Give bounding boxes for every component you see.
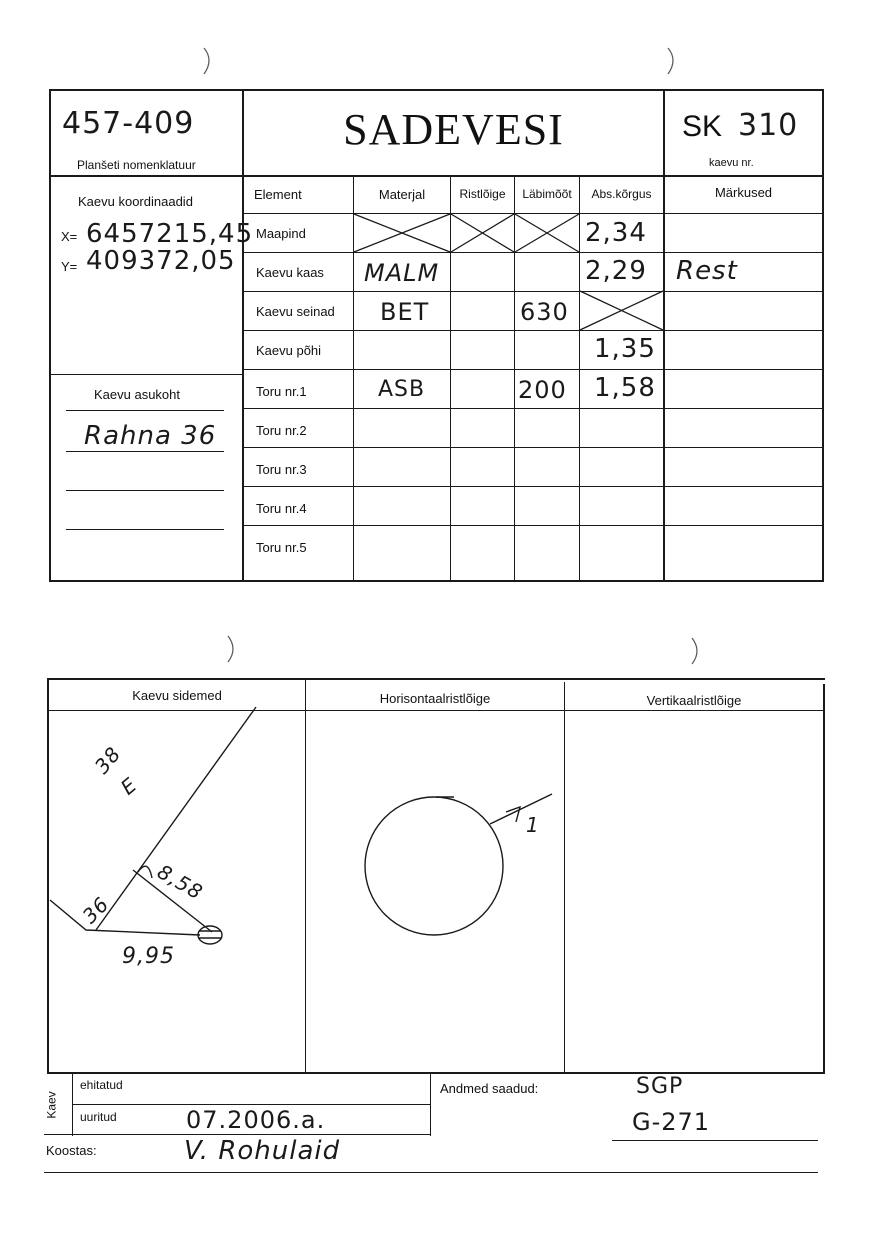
- row-markused: Rest: [676, 256, 738, 286]
- plansheet-label: Planšeti nomenklatuur: [77, 158, 196, 172]
- row-element: Kaevu seinad: [256, 304, 335, 319]
- row-element: Maapind: [256, 226, 306, 241]
- row-abs-korgus: 1,58: [594, 373, 656, 403]
- location-value: Rahna 36: [84, 421, 217, 451]
- header-ristloige: Ristlõige: [459, 187, 506, 201]
- sidemed-label: Kaevu sidemed: [132, 688, 222, 703]
- vertical-section-label: Vertikaalristlõige: [646, 693, 742, 708]
- x-label: X=: [61, 229, 78, 244]
- uuritud-value: 07.2006.a.: [186, 1106, 326, 1134]
- sketch-dist-858: 8,58: [153, 859, 208, 905]
- well-number-value: 310: [738, 108, 799, 143]
- header-abs-korgus: Abs.kõrgus: [591, 187, 652, 201]
- kaev-label: Kaev: [44, 1091, 59, 1119]
- row-element: Kaevu põhi: [256, 343, 322, 358]
- header-labimoot: Läbimõõt: [522, 187, 572, 201]
- row-labimoot: 200: [518, 376, 567, 404]
- sketch-dist-38: 38: [89, 741, 126, 779]
- row-abs-korgus: 1,35: [594, 334, 656, 364]
- koostas-signature: V. Rohulaid: [184, 1136, 341, 1166]
- coordinates-label: Kaevu koordinaadid: [78, 194, 193, 209]
- uuritud-label: uuritud: [80, 1110, 117, 1124]
- row-element: Toru nr.4: [256, 501, 307, 516]
- header-markused: Märkused: [714, 185, 773, 200]
- ehitatud-label: ehitatud: [80, 1078, 123, 1092]
- andmed-value-1: SGP: [636, 1074, 684, 1099]
- row-element: Kaevu kaas: [256, 265, 324, 280]
- row-labimoot: 630: [520, 298, 569, 326]
- koostas-label: Koostas:: [46, 1143, 97, 1158]
- plansheet-value: 457-409: [62, 106, 195, 141]
- x-coordinate-value: 6457215,45: [86, 219, 254, 249]
- andmed-value-2: G-271: [632, 1108, 711, 1136]
- sketch-label-e: E: [115, 772, 142, 800]
- row-materjal: MALM: [364, 259, 440, 287]
- header-element: Element: [254, 187, 302, 202]
- header-materjal: Materjal: [378, 187, 426, 202]
- row-element: Toru nr.1: [256, 384, 307, 399]
- row-element: Toru nr.2: [256, 423, 307, 438]
- horizontal-section-label: Horisontaalristlõige: [379, 691, 491, 706]
- andmed-label: Andmed saadud:: [440, 1081, 539, 1096]
- row-abs-korgus: 2,34: [585, 218, 647, 248]
- pipe-number: 1: [526, 813, 540, 837]
- row-materjal: BET: [380, 298, 430, 326]
- form-title: SADEVESI: [343, 105, 564, 154]
- row-element: Toru nr.3: [256, 462, 307, 477]
- well-number-prefix: SK: [682, 110, 723, 143]
- well-number-label: kaevu nr.: [709, 157, 754, 169]
- location-label: Kaevu asukoht: [94, 387, 181, 402]
- row-materjal: ASB: [378, 377, 426, 402]
- sketch-dist-36: 36: [77, 891, 114, 929]
- sketch-dist-995: 9,95: [122, 944, 175, 969]
- row-element: Toru nr.5: [256, 540, 307, 555]
- y-label: Y=: [61, 259, 78, 274]
- y-coordinate-value: 409372,05: [86, 246, 236, 276]
- row-abs-korgus: 2,29: [585, 256, 647, 286]
